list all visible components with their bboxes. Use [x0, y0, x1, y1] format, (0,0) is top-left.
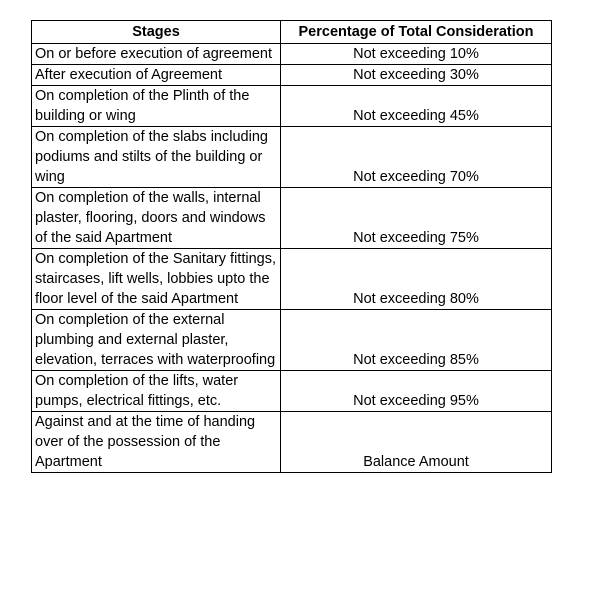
stage-cell: On completion of the Plinth of the building or wing: [32, 86, 281, 127]
table-row: [32, 188, 552, 249]
stage-cell: Against and at the time of handing over of the possession of the Apartment: [32, 412, 281, 473]
stage-cell: On completion of the walls, internal plaster, flooring, doors and windows of the said Apartment: [32, 188, 281, 249]
stage-cell: On completion of the external plumbing and external plaster, elevation, terraces with waterproofing: [32, 310, 281, 371]
table-row: [32, 412, 552, 473]
percentage-cell: Not exceeding 80%: [281, 249, 552, 310]
table-row: [32, 249, 552, 310]
table-header-row: [32, 21, 552, 44]
table-row: [32, 310, 552, 371]
table-row: [32, 44, 552, 65]
percentage-cell: Not exceeding 95%: [281, 371, 552, 412]
table-row: [32, 86, 552, 127]
percentage-cell: Not exceeding 30%: [281, 65, 552, 86]
header-stages: Stages: [32, 21, 281, 44]
stage-cell: On or before execution of agreement: [32, 44, 281, 65]
percentage-cell: Not exceeding 70%: [281, 127, 552, 188]
payment-schedule-table: [31, 20, 552, 473]
percentage-cell: Not exceeding 10%: [281, 44, 552, 65]
table-row: [32, 371, 552, 412]
stage-cell: On completion of the Sanitary fittings, staircases, lift wells, lobbies upto the floor level of the said Apartment: [32, 249, 281, 310]
stage-cell: On completion of the slabs including podiums and stilts of the building or wing: [32, 127, 281, 188]
percentage-cell: Not exceeding 85%: [281, 310, 552, 371]
table-row: [32, 65, 552, 86]
percentage-cell: Balance Amount: [281, 412, 552, 473]
stage-cell: On completion of the lifts, water pumps, electrical fittings, etc.: [32, 371, 281, 412]
percentage-cell: Not exceeding 45%: [281, 86, 552, 127]
stage-cell: After execution of Agreement: [32, 65, 281, 86]
table-row: [32, 127, 552, 188]
percentage-cell: Not exceeding 75%: [281, 188, 552, 249]
header-percentage: Percentage of Total Consideration: [281, 21, 552, 44]
